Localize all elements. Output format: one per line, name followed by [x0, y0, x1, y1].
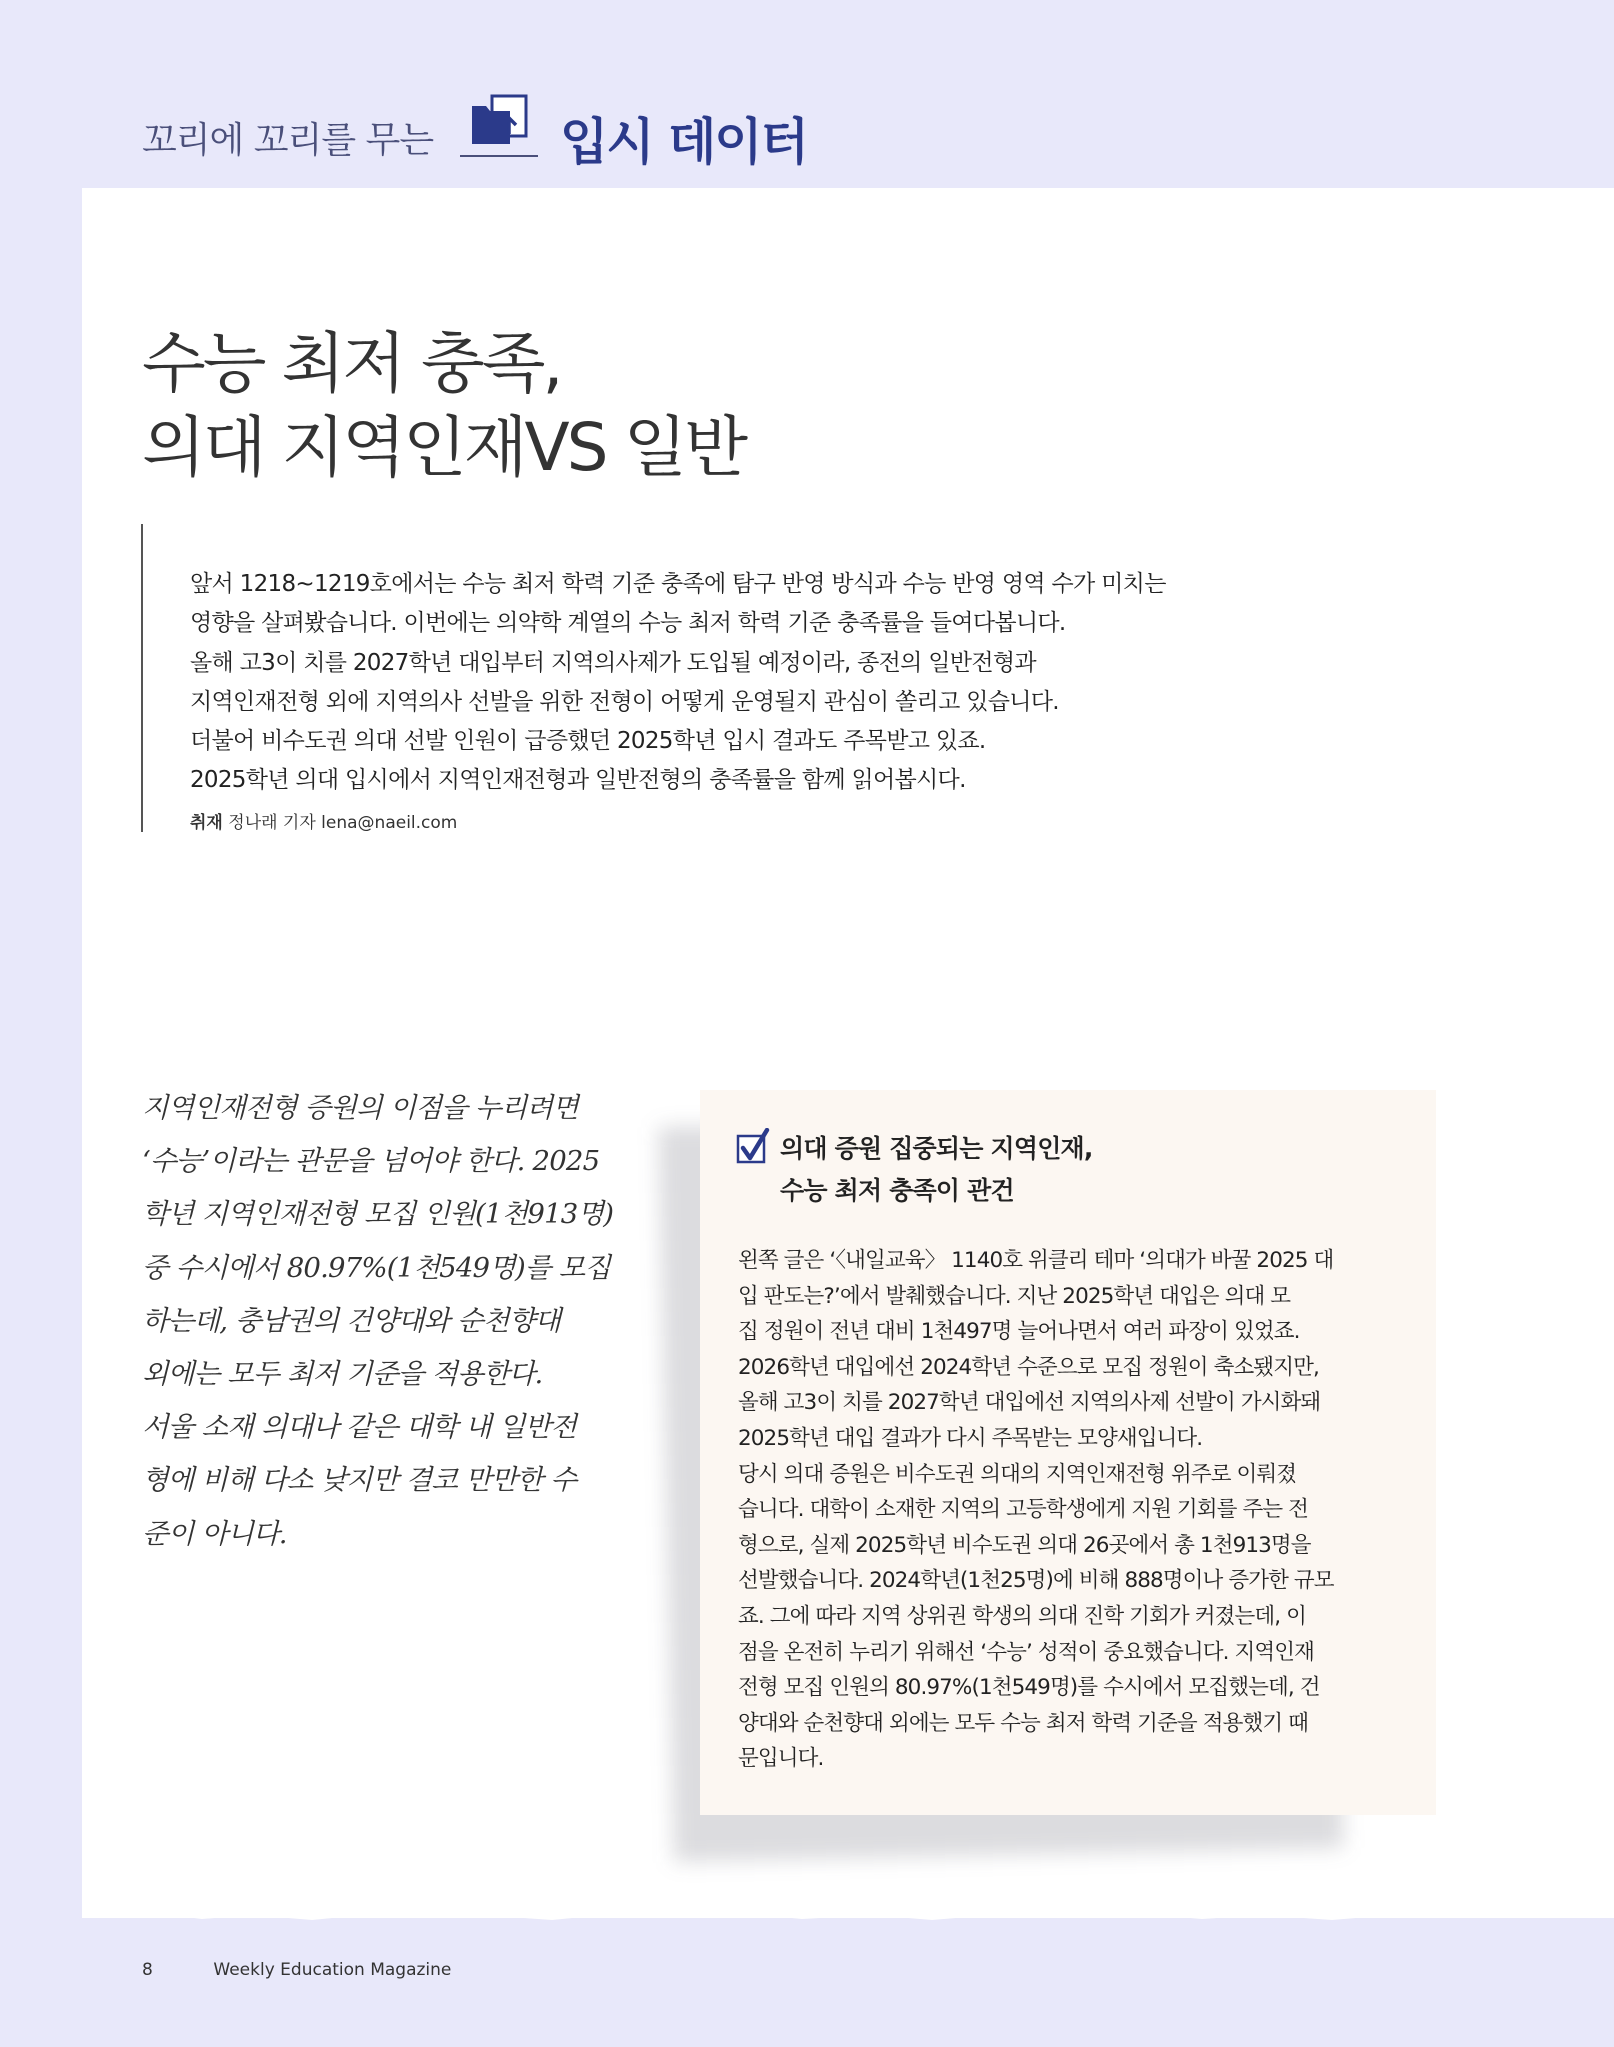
magazine-name: Weekly Education Magazine [213, 1960, 452, 1980]
pullquote-line: 준이 아니다. [142, 1517, 287, 1550]
file-upload-icon [470, 92, 540, 152]
pullquote-line: 학년 지역인재전형 모집 인원(1천913명) [142, 1198, 614, 1231]
header-rule [460, 155, 538, 157]
pullquote-line: 중 수시에서 80.97%(1천549명)를 모집 [142, 1251, 611, 1284]
note-line: 2025학년 대입 결과가 다시 주목받는 모양새입니다. [738, 1425, 1203, 1451]
article-intro [190, 565, 1290, 801]
note-body [738, 1243, 1403, 1777]
headline-line: 수능 최저 충족, [142, 325, 561, 402]
pull-quote [142, 1082, 622, 1561]
byline-label: 취재 [190, 813, 223, 833]
note-line: 입 판도는?’에서 발췌했습니다. 지난 2025학년 대입은 의대 모 [738, 1283, 1291, 1309]
pullquote-line: ‘수능’이라는 관문을 넘어야 한다. 2025 [142, 1145, 600, 1178]
pullquote-line: 서울 소재 의대나 같은 대학 내 일반전 [142, 1411, 577, 1444]
intro-line: 지역인재전형 외에 지역의사 선발을 위한 전형이 어떻게 운영될지 관심이 쏠리고 있습니다. [190, 688, 1059, 715]
intro-rule [141, 524, 143, 832]
note-heading [780, 1128, 1093, 1212]
intro-line: 더불어 비수도권 의대 선발 인원이 급증했던 2025학년 입시 결과도 주목받고 있죠. [190, 728, 986, 755]
series-label: 꼬리에 꼬리를 무는 [142, 120, 434, 161]
note-line: 집 정원이 전년 대비 1천497명 늘어나면서 여러 파장이 있었죠. [738, 1319, 1300, 1345]
note-heading-line: 의대 증원 집중되는 지역인재, [780, 1134, 1093, 1163]
intro-line: 2025학년 의대 입시에서 지역인재전형과 일반전형의 충족률을 함께 읽어봅시다. [190, 767, 966, 794]
note-heading-line: 수능 최저 충족이 관건 [780, 1176, 1014, 1205]
pullquote-line: 형에 비해 다소 낮지만 결코 만만한 수 [142, 1464, 577, 1497]
note-line: 왼쪽 글은 ‘〈내일교육〉 1140호 위클리 테마 ‘의대가 바꿀 2025 대 [738, 1248, 1334, 1273]
byline-text: 정나래 기자 lena@naeil.com [228, 813, 458, 833]
note-line: 선발했습니다. 2024학년(1천25명)에 비해 888명이나 증가한 규모 [738, 1568, 1334, 1594]
pullquote-line: 지역인재전형 증원의 이점을 누리려면 [142, 1092, 579, 1124]
note-line: 양대와 순천향대 외에는 모두 수능 최저 학력 기준을 적용했기 때 [738, 1710, 1309, 1736]
checkbox-check-icon [736, 1128, 770, 1166]
note-line: 2026학년 대입에선 2024학년 수준으로 모집 정원이 축소됐지만, [738, 1354, 1319, 1380]
page-number: 8 [142, 1960, 153, 1980]
note-line: 점을 온전히 누리기 위해선 ‘수능’ 성적이 중요했습니다. 지역인재 [738, 1639, 1314, 1665]
note-line: 형으로, 실제 2025학년 비수도권 의대 26곳에서 총 1천913명을 [738, 1532, 1311, 1558]
note-line: 습니다. 대학이 소재한 지역의 고등학생에게 지원 기회를 주는 전 [738, 1497, 1309, 1523]
note-line: 죠. 그에 따라 지역 상위권 학생의 의대 진학 기회가 커졌는데, 이 [738, 1603, 1306, 1629]
intro-line: 앞서 1218~1219호에서는 수능 최저 학력 기준 충족에 탐구 반영 방식과 수능 반영 영역 수가 미치는 [190, 571, 1166, 597]
note-line: 문입니다. [738, 1746, 824, 1772]
headline-line: 의대 지역인재VS 일반 [142, 409, 746, 486]
section-title: 입시 데이터 [560, 113, 807, 171]
note-line: 올해 고3이 치를 2027학년 대입에선 지역의사제 선발이 가시화돼 [738, 1390, 1321, 1416]
page-footer [142, 1960, 451, 1980]
intro-line: 영향을 살펴봤습니다. 이번에는 의약학 계열의 수능 최저 학력 기준 충족률을 들여다봅니다. [190, 610, 1066, 637]
article-headline [142, 322, 745, 490]
byline [190, 808, 457, 833]
note-line: 전형 모집 인원의 80.97%(1천549명)를 수시에서 모집했는데, 건 [738, 1675, 1320, 1701]
torn-paper-edge [82, 1908, 1614, 1930]
note-line: 당시 의대 증원은 비수도권 의대의 지역인재전형 위주로 이뤄졌 [738, 1461, 1297, 1487]
pullquote-line: 하는데, 충남권의 건양대와 순천향대 [142, 1304, 561, 1337]
pullquote-line: 외에는 모두 최저 기준을 적용한다. [142, 1358, 543, 1391]
page-header [0, 0, 1614, 188]
intro-line: 올해 고3이 치를 2027학년 대입부터 지역의사제가 도입될 예정이라, 종전의 일반전형과 [190, 649, 1036, 676]
